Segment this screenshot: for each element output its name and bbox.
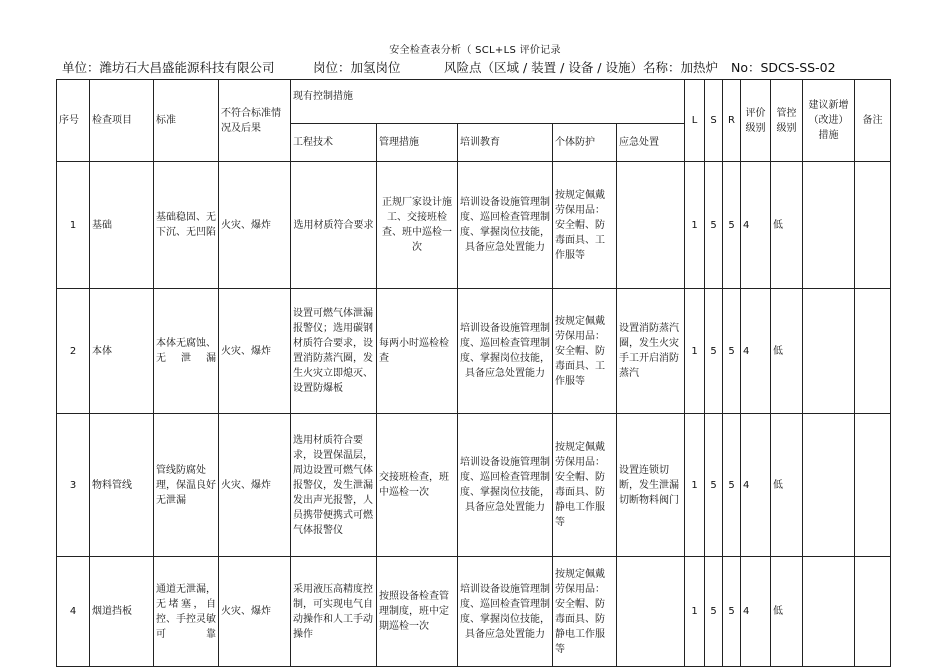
row-seq: 1 [57, 162, 90, 289]
row-training: 培训设备设施管理制度、巡回检查管理制度、掌握岗位技能，具备应急处置能力 [458, 557, 553, 667]
col-header-emergency: 应急处置 [617, 124, 685, 162]
row-r: 5 [723, 557, 741, 667]
row-nonconform: 火灾、爆炸 [219, 162, 291, 289]
row-ppe: 按规定佩戴劳保用品：安全帽、防毒面具、防静电工作服等 [553, 557, 617, 667]
col-header-s: S [705, 80, 723, 162]
row-r: 5 [723, 414, 741, 557]
safety-checklist-table [56, 79, 891, 667]
row-emergency [617, 162, 685, 289]
row-nonconform: 火灾、爆炸 [219, 414, 291, 557]
row-suggest [803, 414, 855, 557]
row-l: 1 [685, 162, 705, 289]
row-standard: 通道无泄漏，无堵塞，自控、手控灵敏可靠 [154, 557, 219, 667]
table-row [57, 289, 891, 414]
row-management: 正规厂家设计施工、交接班检查、班中巡检一次 [377, 162, 458, 289]
col-header-seq: 序号 [57, 80, 90, 162]
col-header-r: R [723, 80, 741, 162]
row-seq: 2 [57, 289, 90, 414]
row-suggest [803, 289, 855, 414]
col-header-control-level: 管控级别 [771, 80, 803, 162]
col-header-remark: 备注 [855, 80, 891, 162]
row-r: 5 [723, 289, 741, 414]
row-management: 按照设备检查管理制度，班中定期巡检一次 [377, 557, 458, 667]
row-s: 5 [705, 557, 723, 667]
row-s: 5 [705, 289, 723, 414]
col-header-level: 评价级别 [741, 80, 771, 162]
row-ppe: 按规定佩戴劳保用品：安全帽、防毒面具、工作服等 [553, 162, 617, 289]
document-info-line [62, 58, 892, 76]
row-l: 1 [685, 289, 705, 414]
table-row [57, 414, 891, 557]
unit-label: 单位：潍坊石大昌盛能源科技有限公司 [62, 60, 275, 75]
row-level: 4 [741, 557, 771, 667]
row-management: 交接班检查，班中巡检一次 [377, 414, 458, 557]
row-item: 烟道挡板 [90, 557, 154, 667]
col-header-suggest: 建议新增（改进）措施 [803, 80, 855, 162]
col-header-item: 检查项目 [90, 80, 154, 162]
row-standard: 基础稳固、无下沉、无凹陷 [154, 162, 219, 289]
row-standard: 管线防腐处理，保温良好无泄漏 [154, 414, 219, 557]
row-s: 5 [705, 162, 723, 289]
row-engineering: 采用液压高精度控制，可实现电气自动操作和人工手动操作 [291, 557, 377, 667]
row-emergency: 设置连锁切断，发生泄漏切断物料阀门 [617, 414, 685, 557]
post-label: 岗位：加氢岗位 [313, 60, 401, 75]
row-control-level: 低 [771, 557, 803, 667]
col-header-l: L [685, 80, 705, 162]
row-control-level: 低 [771, 289, 803, 414]
row-engineering: 选用材质符合要求，设置保温层，周边设置可燃气体报警仪，发生泄漏发出声光报警，人员携带便携式可燃气体报警仪 [291, 414, 377, 557]
col-header-ppe: 个体防护 [553, 124, 617, 162]
row-ppe: 按规定佩戴劳保用品：安全帽、防毒面具、防静电工作服等 [553, 414, 617, 557]
row-level: 4 [741, 289, 771, 414]
row-suggest [803, 162, 855, 289]
table-header-row [57, 80, 891, 124]
row-nonconform: 火灾、爆炸 [219, 557, 291, 667]
col-header-engineering: 工程技术 [291, 124, 377, 162]
row-suggest [803, 557, 855, 667]
row-l: 1 [685, 557, 705, 667]
row-training: 培训设备设施管理制度、巡回检查管理制度、掌握岗位技能，具备应急处置能力 [458, 162, 553, 289]
row-emergency [617, 557, 685, 667]
col-header-nonconform: 不符合标准情况及后果 [219, 80, 291, 162]
row-engineering: 选用材质符合要求 [291, 162, 377, 289]
document-number: No：SDCS-SS-02 [731, 60, 836, 75]
row-training: 培训设备设施管理制度、巡回检查管理制度、掌握岗位技能，具备应急处置能力 [458, 414, 553, 557]
row-level: 4 [741, 162, 771, 289]
row-nonconform: 火灾、爆炸 [219, 289, 291, 414]
col-header-training: 培训教育 [458, 124, 553, 162]
row-level: 4 [741, 414, 771, 557]
row-remark [855, 162, 891, 289]
row-item: 本体 [90, 289, 154, 414]
document-title: 安全检查表分析（ SCL+LS 评价记录 [389, 45, 561, 56]
row-item: 基础 [90, 162, 154, 289]
col-header-standard: 标准 [154, 80, 219, 162]
row-remark [855, 414, 891, 557]
row-control-level: 低 [771, 162, 803, 289]
row-r: 5 [723, 162, 741, 289]
row-control-level: 低 [771, 414, 803, 557]
row-seq: 4 [57, 557, 90, 667]
col-header-management: 管理措施 [377, 124, 458, 162]
row-emergency: 设置消防蒸汽圈，发生火灾手工开启消防蒸汽 [617, 289, 685, 414]
row-remark [855, 289, 891, 414]
col-header-controls: 现有控制措施 [291, 80, 685, 124]
risk-point-label: 风险点（区域 / 装置 / 设备 / 设施）名称：加热炉 [444, 60, 718, 75]
row-s: 5 [705, 414, 723, 557]
row-l: 1 [685, 414, 705, 557]
row-management: 每两小时巡检检查 [377, 289, 458, 414]
row-training: 培训设备设施管理制度、巡回检查管理制度、掌握岗位技能，具备应急处置能力 [458, 289, 553, 414]
row-seq: 3 [57, 414, 90, 557]
row-remark [855, 557, 891, 667]
row-standard: 本体无腐蚀、无泄漏 [154, 289, 219, 414]
row-item: 物料管线 [90, 414, 154, 557]
table-row [57, 162, 891, 289]
row-ppe: 按规定佩戴劳保用品：安全帽、防毒面具、工作服等 [553, 289, 617, 414]
row-engineering: 设置可燃气体泄漏报警仪；选用碳钢材质符合要求，设置消防蒸汽圈，发生火灾立即熄灭、设置防爆板 [291, 289, 377, 414]
table-row [57, 557, 891, 667]
